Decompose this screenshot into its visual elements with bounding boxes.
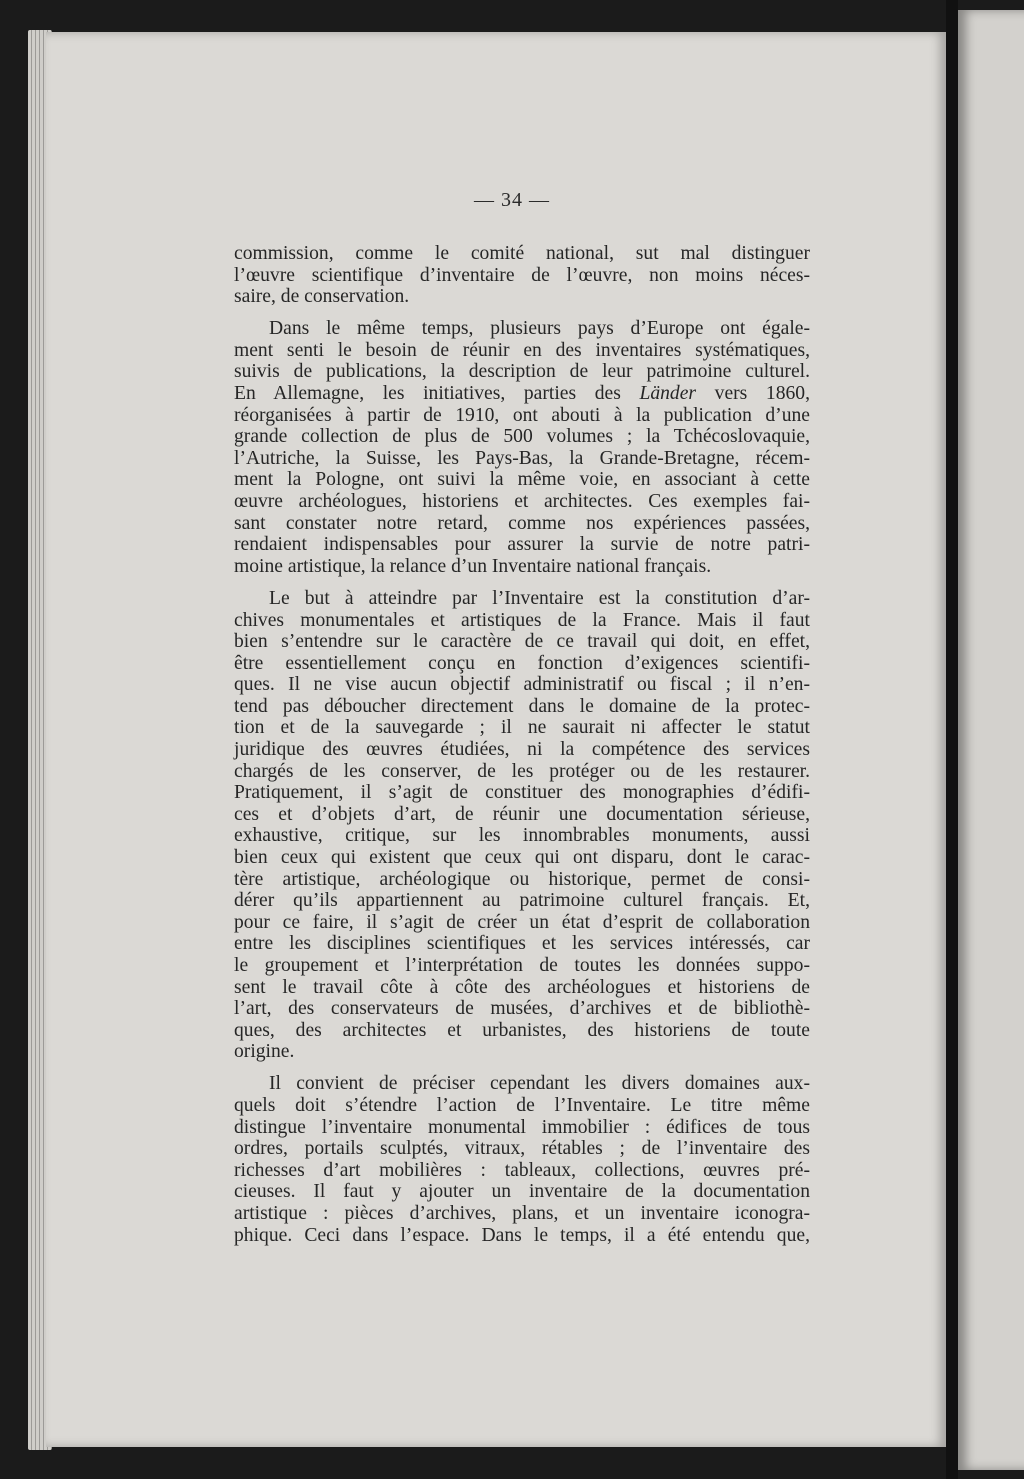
text-line: chargés de les conserver, de les protéger ou de les restaurer. xyxy=(234,760,810,782)
book-gutter xyxy=(946,0,958,1479)
text-line: réorganisées à partir de 1910, ont abouti à la publication d’une xyxy=(234,404,810,426)
text-line: ment senti le besoin de réunir en des inventaires systématiques, xyxy=(234,339,810,361)
text-line: chives monumentales et artistiques de la France. Mais il faut xyxy=(234,609,810,631)
text-line: œuvre archéologues, historiens et architectes. Ces exemples fai- xyxy=(234,491,810,513)
text-line: le groupement et l’interprétation de toutes les données suppo- xyxy=(234,955,810,976)
text-line: tère artistique, archéologique ou historique, permet de consi- xyxy=(234,868,810,890)
text-line: sent le travail côte à côte des archéologues et historiens de xyxy=(234,976,810,998)
text-segment: vers 1860, xyxy=(696,383,810,405)
text-line: distingue l’inventaire monumental immobilier : édifices de tous xyxy=(234,1116,810,1138)
text-line xyxy=(234,383,810,405)
text-line: l’art, des conservateurs de musées, d’archives et de bibliothè- xyxy=(234,998,810,1020)
facing-page-edge xyxy=(958,10,1024,1470)
text-line: quels doit s’étendre l’action de l’Inventaire. Le titre même xyxy=(234,1095,810,1117)
text-line: Il convient de préciser cependant les divers domaines aux- xyxy=(269,1073,810,1095)
paragraph xyxy=(234,243,810,308)
text-line: phique. Ceci dans l’espace. Dans le temps, il a été entendu que, xyxy=(234,1224,810,1246)
text-line: pour ce faire, il s’agit de créer un état d’esprit de collaboration xyxy=(234,911,810,933)
text-line: ques. Il ne vise aucun objectif administratif ou fiscal ; il n’en- xyxy=(234,674,810,696)
body-text xyxy=(234,243,810,1257)
text-line: suivis de publications, la description de leur patrimoine culturel. xyxy=(234,361,810,383)
text-line: richesses d’art mobilières : tableaux, collections, œuvres pré- xyxy=(234,1159,810,1181)
text-line: origine. xyxy=(234,1041,295,1063)
text-line: tend pas déboucher directement dans le domaine de la protec- xyxy=(234,695,810,717)
text-line: bien s’entendre sur le caractère de ce travail qui doit, en effet, xyxy=(234,631,810,653)
text-segment: En Allemagne, les initiatives, parties des xyxy=(234,383,640,405)
text-line: ordres, portails sculptés, vitraux, rétables ; de l’inventaire des xyxy=(234,1138,810,1160)
text-line: saire, de conservation. xyxy=(234,286,410,308)
text-line: dérer qu’ils appartiennent au patrimoine culturel français. Et, xyxy=(234,890,810,912)
text-line: entre les disciplines scientifiques et les services intéressés, car xyxy=(234,933,810,955)
text-line: artistique : pièces d’archives, plans, et un inventaire iconogra- xyxy=(234,1203,810,1225)
text-line: Le but à atteindre par l’Inventaire est la constitution d’ar- xyxy=(269,587,810,609)
text-line: moine artistique, la relance d’un Inventaire national français. xyxy=(234,555,712,577)
text-line: ces et d’objets d’art, de réunir une documentation sérieuse, xyxy=(234,803,810,825)
text-line: bien ceux qui existent que ceux qui ont disparu, dont le carac- xyxy=(234,847,810,869)
text-line: Dans le même temps, plusieurs pays d’Europe ont égale- xyxy=(269,318,810,340)
text-line: être essentiellement conçu en fonction d’exigences scientifi- xyxy=(234,652,810,674)
text-line: juridique des œuvres étudiées, ni la compétence des services xyxy=(234,739,810,761)
text-line: ment la Pologne, ont suivi la même voie, en associant à cette xyxy=(234,469,810,491)
text-line: rendaient indispensables pour assurer la survie de notre patri- xyxy=(234,534,810,556)
text-line: Pratiquement, il s’agit de constituer des monographies d’édifi- xyxy=(234,782,810,804)
text-line: grande collection de plus de 500 volumes ; la Tchécoslovaquie, xyxy=(234,426,810,448)
text-line: l’Autriche, la Suisse, les Pays-Bas, la Grande-Bretagne, récem- xyxy=(234,447,810,469)
paragraph xyxy=(234,588,810,1063)
paragraph xyxy=(234,318,810,577)
text-line: cieuses. Il faut y ajouter un inventaire de la documentation xyxy=(234,1181,810,1203)
text-line: l’œuvre scientifique d’inventaire de l’œuvre, non moins néces- xyxy=(234,264,810,286)
text-line: exhaustive, critique, sur les innombrables monuments, aussi xyxy=(234,825,810,847)
text-line: sant constater notre retard, comme nos expériences passées, xyxy=(234,512,810,534)
italic-term: Länder xyxy=(639,383,697,405)
text-line: commission, comme le comité national, sut mal distinguer xyxy=(234,243,810,264)
text-line: ques, des architectes et urbanistes, des historiens de toute xyxy=(234,1019,810,1041)
paragraph xyxy=(234,1073,810,1246)
page-number: — 34 — xyxy=(474,189,550,211)
text-line: tion et de la sauvegarde ; il ne saurait ni affecter le statut xyxy=(234,717,810,739)
